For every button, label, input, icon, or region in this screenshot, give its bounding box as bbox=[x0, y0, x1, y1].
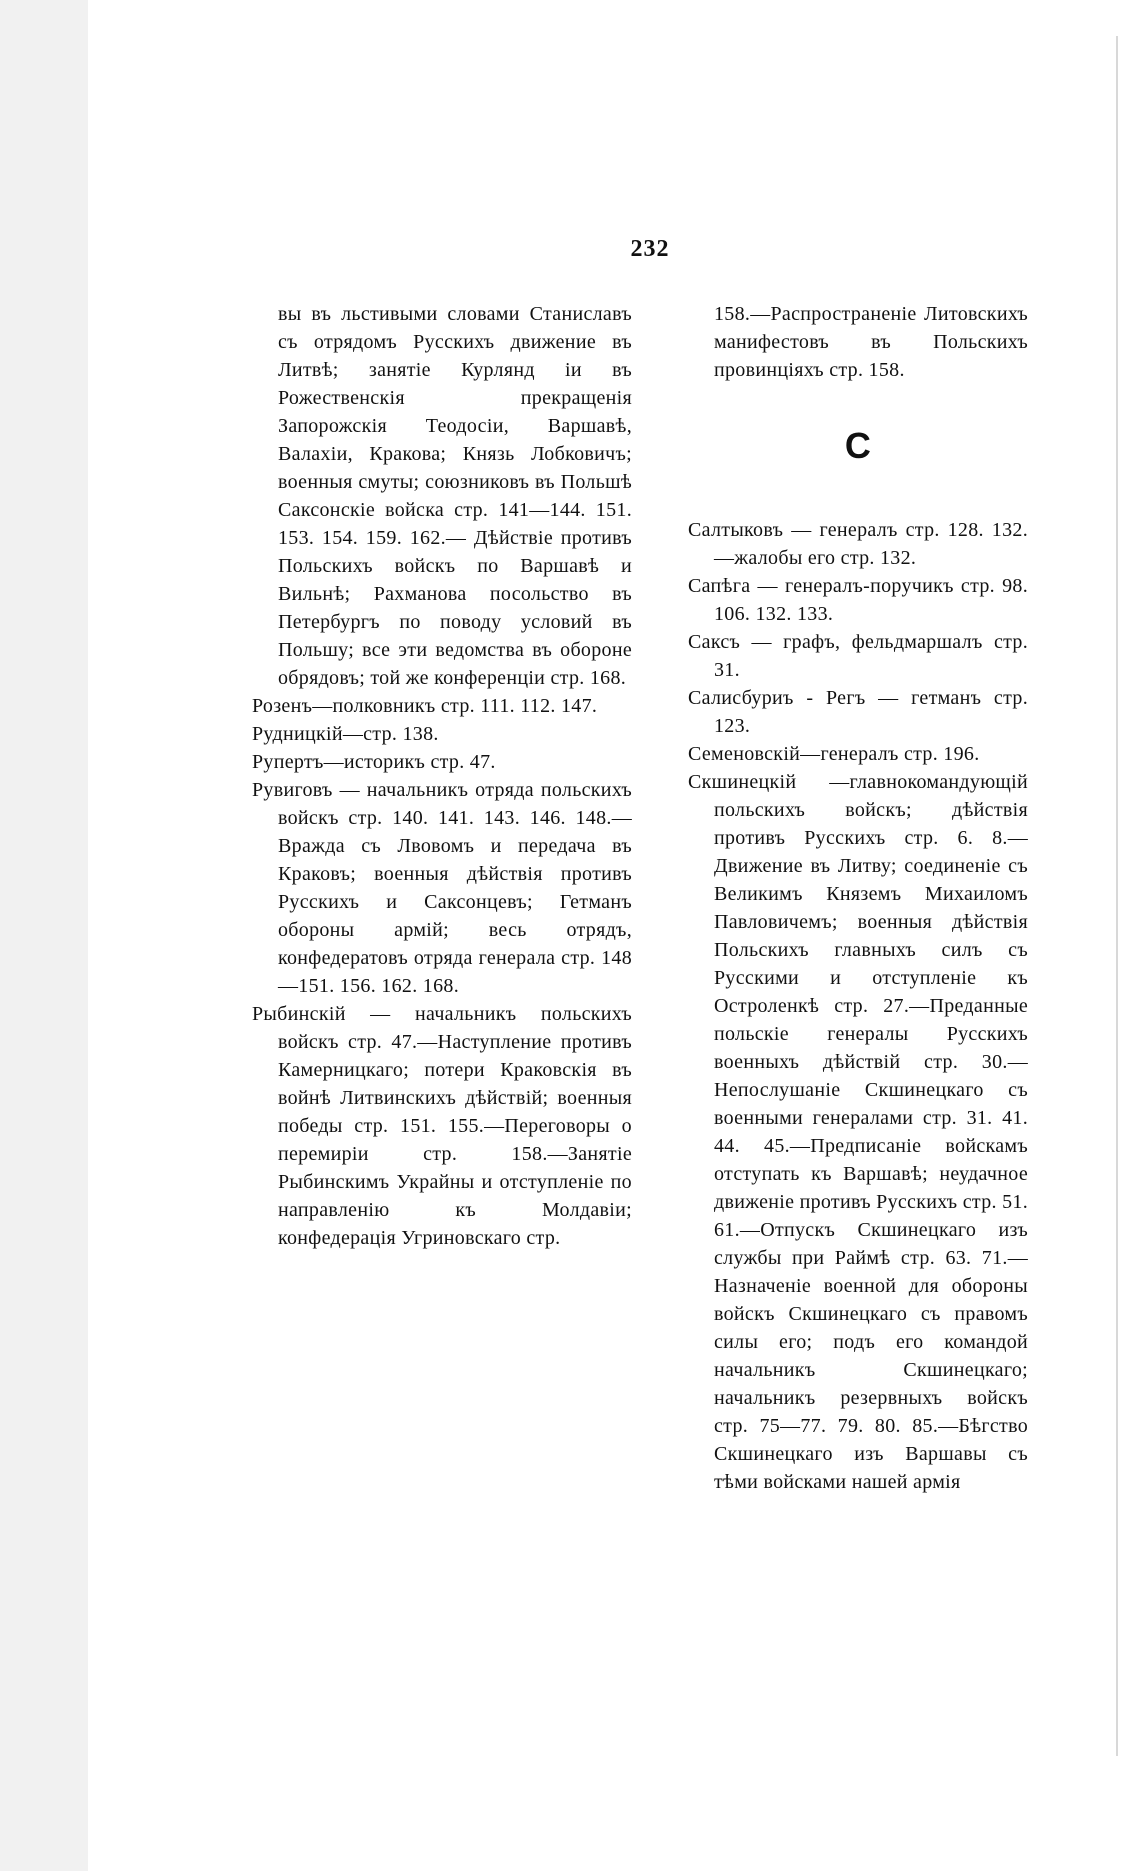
index-entry: Салисбуриъ - Регъ — гетманъ стр. 123. bbox=[688, 687, 1028, 737]
index-entry: Рыбинскій — начальникъ польскихъ войскъ стр. 47.—Наступление противъ Камерницкаго; потери Краковскія въ войнѣ Литвинскихъ дѣйствій; военныя победы стр. 151. 155.—Переговоры о перемиріи стр. 158.—Занятіе Рыбинскимъ Украйны и отступленіе по направленію къ Молдавіи; конфедерація Угриновскаго стр. bbox=[252, 1003, 632, 1249]
index-entry: Сапѣга — генералъ-поручикъ стр. 98. 106. 132. 133. bbox=[688, 575, 1028, 625]
index-entry: Рупертъ—историкъ стр. 47. bbox=[252, 751, 496, 773]
page-number: 232 bbox=[630, 236, 670, 262]
index-entry: Салтыковъ — генералъ стр. 128. 132.—жалобы его стр. 132. bbox=[688, 519, 1028, 569]
index-entry: вы въ льстивыми словами Станиславъ съ отрядомъ Русскихъ движение въ Литвѣ; занятіе Курлянд іи въ Рожественскія прекращенія Запорожскія Теодосіи, Варшавѣ, Валахіи, Кракова; Князь Лобковичъ; военныя смуты; союзниковъ въ Польшѣ Саксонскіе войска стр. 141—144. 151. 153. 154. 159. 162.— Дѣйствіе противъ Польскихъ войскъ по Варшавѣ и Вильнѣ; Рахманова посольство въ Петербургъ по поводу условий въ Польшу; все эти ведомства въ обороне обрядовъ; той же конференціи стр. 168. bbox=[278, 303, 632, 689]
right-column bbox=[688, 300, 1028, 1496]
index-entry: Рудницкій—стр. 138. bbox=[252, 723, 439, 745]
page-right-edge-line bbox=[1116, 36, 1118, 1756]
index-entry: 158.—Распространеніе Литовскихъ манифестовъ въ Польскихъ провинціяхъ стр. 158. bbox=[714, 303, 1028, 381]
section-letter-heading: С bbox=[844, 425, 872, 466]
page-left-margin-shade bbox=[0, 0, 88, 1871]
index-entry: Семеновскій—генералъ стр. 196. bbox=[688, 743, 980, 765]
left-column bbox=[252, 300, 632, 1252]
index-entry: Саксъ — графъ, фельдмаршалъ стр. 31. bbox=[688, 631, 1028, 681]
index-entry: Рувиговъ — начальникъ отряда польскихъ войскъ стр. 140. 141. 143. 146. 148.—Вражда съ Лвовомъ и передача въ Краковъ; военныя дѣйствія противъ Русскихъ и Саксонцевъ; Гетманъ обороны армій; весь отрядъ, конфедератовъ отряда генерала стр. 148—151. 156. 162. 168. bbox=[252, 779, 632, 997]
index-entry: Розенъ—полковникъ стр. 111. 112. 147. bbox=[252, 695, 598, 717]
index-entry: Скшинецкій —главнокомандующій польскихъ войскъ; дѣйствія противъ Русскихъ стр. 6. 8.—Движение въ Литву; соединеніе съ Великимъ Княземъ Михаиломъ Павловичемъ; военныя дѣйствія Польскихъ главныхъ силъ съ Русскими и отступленіе къ Остроленкѣ стр. 27.—Преданные польскіе генералы Русскихъ военныхъ дѣйствій стр. 30.—Непослушаніе Скшинецкаго съ военными генералами стр. 31. 41. 44. 45.—Предписаніе войскамъ отступать къ Варшавѣ; неудачное движеніе противъ Русскихъ стр. 51. 61.—Отпускъ Скшинецкаго изъ службы при Раймѣ стр. 63. 71.—Назначеніе военной для обороны войскъ Скшинецкаго съ правомъ силы его; подъ его командой начальникъ Скшинецкаго; начальникъ резервныхъ войскъ стр. 75—77. 79. 80. 85.—Бѣгство Скшинецкаго изъ Варшавы съ тѣми войсками нашей армія bbox=[688, 771, 1028, 1493]
